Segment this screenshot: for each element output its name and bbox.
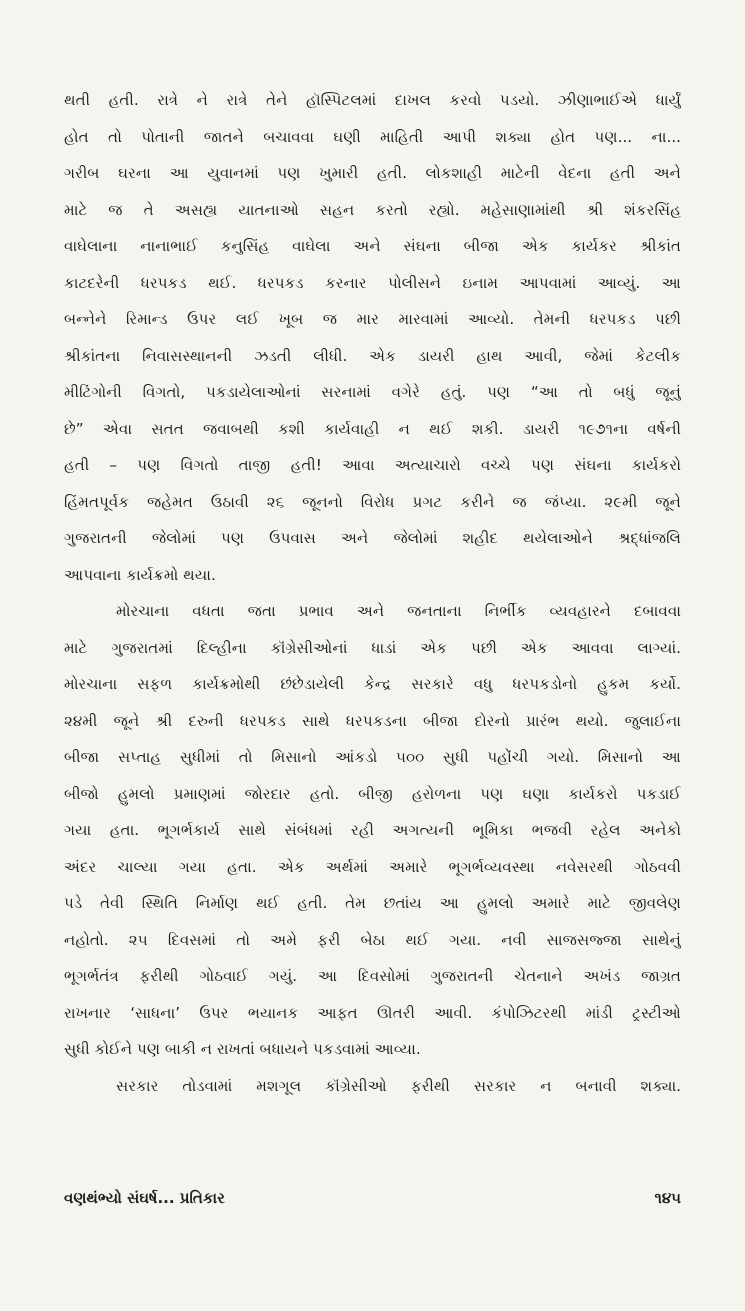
page-footer [64,1183,681,1213]
text-line: બન્નેને રિમાન્ડ ઉપર લઈ ખૂબ જ માર મારવામાં આવ્યો. તેમની ધરપકડ પછી [64,310,681,328]
text-line: નહોતો. ૨૫ દિવસમાં તો અમે ફરી બેઠા થઈ ગયા. નવી સાજસજ્જા સાથેનું [64,930,681,949]
text-line: શ્રીકાંતના નિવાસસ્થાનની ઝડતી લીધી. એક ડાયરી હાથ આવી, જેમાં કેટલીક [64,346,681,365]
text-line: હોત તો પોતાની જાતને બચાવવા ઘણી માહિતી આપી શક્યા હોત પણ... ના... [64,127,681,146]
text-line: બીજા સપ્તાહ સુધીમાં તો મિસાનો આંકડો ૫૦૦ સુધી પહોંચી ગયો. મિસાનો આ [64,748,681,766]
text-line: રાખનાર ‘સાધના’ ઉપર ભયાનક આફત ઊતરી આવી. કંપોઝિટરથી માંડી ટ્રસ્ટીઓ [64,1003,681,1022]
text-line: મોરચાના સફળ કાર્યક્રમોથી છંછેડાયેલી કેન્દ્ર સરકારે વધુ ધરપકડોનો હુકમ કર્યો. [64,675,681,693]
text-line: ૨૪મી જૂને શ્રી દરુની ધરપકડ સાથે ધરપકડના બીજા દોરનો પ્રારંભ થયો. જુલાઈના [64,711,681,730]
text-line: હિંમતપૂર્વક જહેમત ઉઠાવી ૨૬ જૂનનો વિરોધ પ્રગટ કરીને જ જંપ્યા. ૨૯મી જૂને [64,492,681,511]
text-line: પડે તેવી સ્થિતિ નિર્માણ થઈ હતી. તેમ છતાંય આ હુમલો અમારે માટે જીવલેણ [64,894,681,912]
paragraph-3 [64,1068,681,1105]
text-line: ગુજરાતની જેલોમાં પણ ઉપવાસ અને જેલોમાં શહીદ થયેલાઓને શ્રદ્ધાંજલિ [64,529,681,547]
text-line: માટે ગુજરાતમાં દિલ્હીના કૉંગ્રેસીઓનાં ધાડાં એક પછી એક આવવા લાગ્યાં. [64,638,681,657]
text-line: બીજો હુમલો પ્રમાણમાં જોરદાર હતો. બીજી હરોળના પણ ઘણા કાર્યકરો પકડાઈ [64,784,681,803]
text-line: છે” એવા સતત જવાબથી કશી કાર્યવાહી ન થઈ શકી. ડાયરી ૧૯૭૧ના વર્ષની [64,419,681,438]
text-line: સુધી કોઈને પણ બાકી ન રાખતાં બધાયને પકડવામાં આવ્યા. [64,1040,421,1058]
body-text [64,82,681,1104]
text-line: સરકાર તોડવામાં મશગૂલ કૉંગ્રેસીઓ ફરીથી સરકાર ન બનાવી શક્યા. [116,1076,681,1095]
paragraph-1 [64,82,681,593]
text-line: હતી – પણ વિગતો તાજી હતી! આવા અત્યાચારો વચ્ચે પણ સંઘના કાર્યકરો [64,456,681,474]
text-line: આપવાના કાર્યક્રમો થયા. [64,565,216,584]
text-line: વાઘેલાના નાનાભાઈ કનુસિંહ વાઘેલા અને સંઘના બીજા એક કાર્યકર શ્રીકાંત [64,237,681,255]
text-line: ગરીબ ઘરના આ યુવાનમાં પણ ખુમારી હતી. લોકશાહી માટેની વેદના હતી અને [64,164,681,182]
text-line: થતી હતી. રાત્રે ને રાત્રે તેને હૉસ્પિટલમાં દાખલ કરવો પડયો. ઝીણાભાઈએ ધાર્યું [64,91,681,109]
paragraph-2 [64,593,681,1068]
text-line: કાટદરેની ધરપકડ થઈ. ધરપકડ કરનાર પોલીસને ઇનામ આપવામાં આવ્યું. આ [64,273,681,292]
text-line: મોરચાના વધતા જતા પ્રભાવ અને જનતાના નિર્ભીક વ્યવહારને દબાવવા [116,602,681,620]
text-line: અંદર ચાલ્યા ગયા હતા. એક અર્થમાં અમારે ભૂગર્ભવ્યવસ્થા નવેસરથી ગોઠવવી [64,857,681,876]
running-title: વણથંભ્યો સંઘર્ષ... પ્રતિકાર [64,1189,225,1207]
text-line: ગયા હતા. ભૂગર્ભકાર્ય સાથે સંબંધમાં રહી અગત્યની ભૂમિકા ભજવી રહેલ અનેકો [64,821,681,839]
text-line: મીટિંગોની વિગતો, પકડાયેલાઓનાં સરનામાં વગેરે હતું. પણ “આ તો બધું જૂનું [64,383,681,401]
text-line: ભૂગર્ભતંત્ર ફરીથી ગોઠવાઈ ગયું. આ દિવસોમાં ગુજરાતની ચેતનાને અખંડ જાગ્રત [64,967,681,985]
text-line: માટે જ તે અસહ્ય યાતનાઓ સહન કરતો રહ્યો. મહેસાણામાંથી શ્રી શંકરસિંહ [64,200,681,219]
page-number: ૧૪૫ [654,1189,681,1207]
